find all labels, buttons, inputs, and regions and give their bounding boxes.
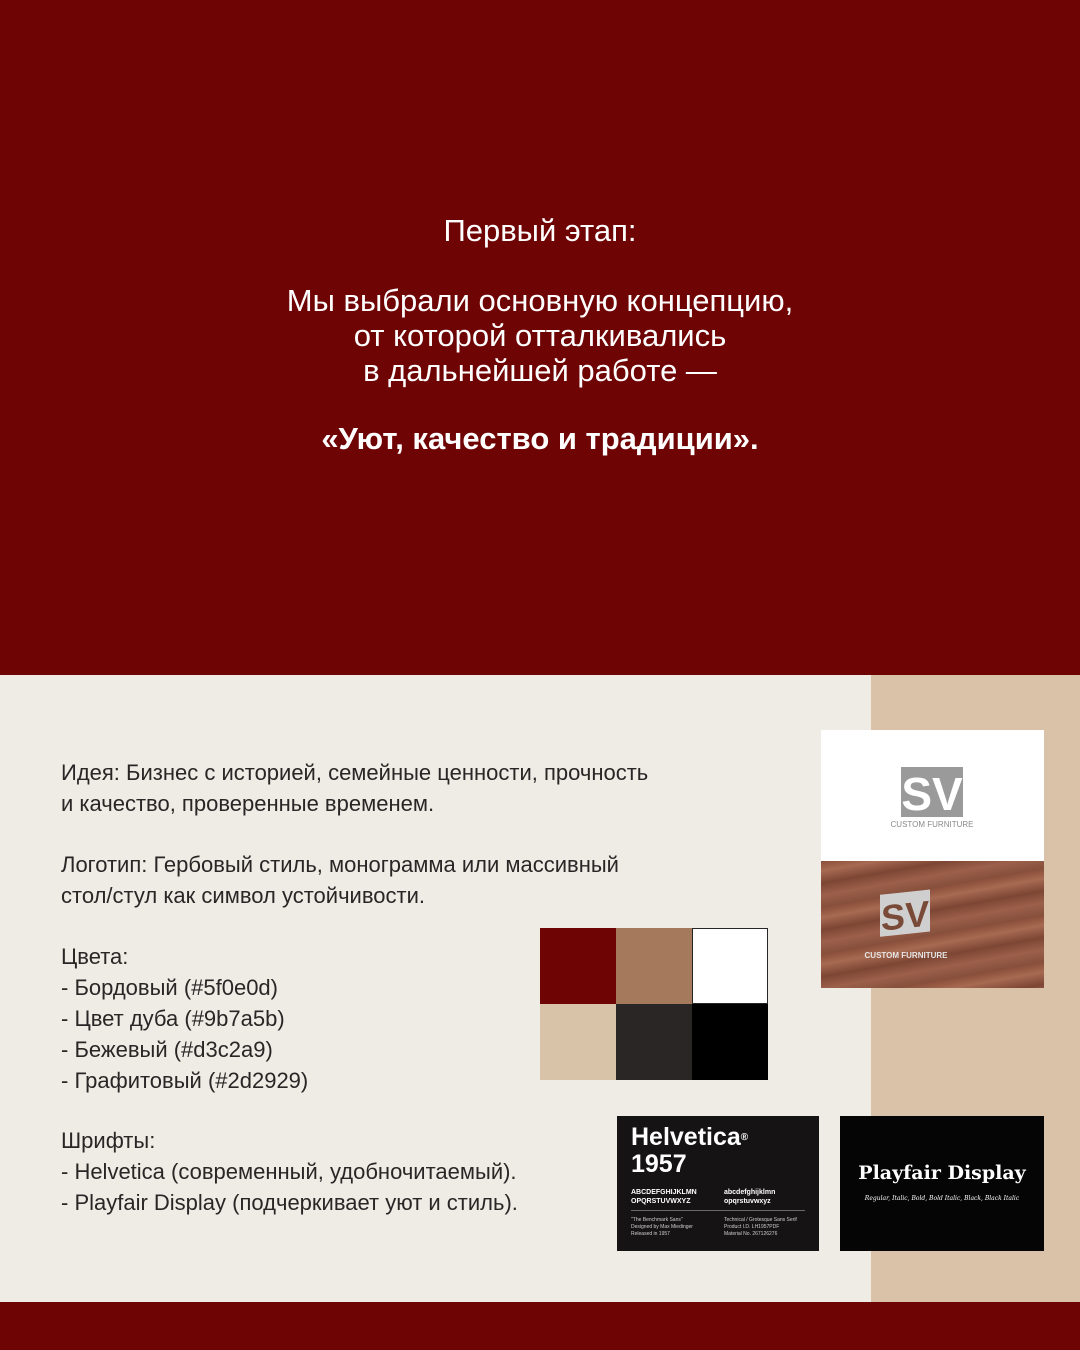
swatch-beige [540, 1004, 616, 1080]
lowercase-line: abcdefghijklmn [724, 1189, 776, 1196]
idea-line: и качество, проверенные временем. [61, 791, 435, 816]
sv-monogram-letters: SV [901, 768, 963, 820]
concept-line: от которой отталкивались [353, 318, 727, 353]
playfair-weights: Regular, Italic, Bold, Bold Italic, Black, Black Italic [864, 1195, 1020, 1202]
bottom-bar [0, 1302, 1080, 1350]
swatch-black [692, 1004, 768, 1080]
swatch-white [692, 928, 768, 1004]
font-item: - Playfair Display (подчеркивает уют и стиль). [61, 1190, 518, 1215]
concept-motto: «Уют, качество и традиции». [321, 421, 759, 456]
playfair-specimen-card [840, 1116, 1044, 1251]
sv-3d-sign-icon [821, 861, 1044, 988]
logo-text [61, 849, 619, 911]
helvetica-meta-right [724, 1217, 797, 1238]
fonts-heading: Шрифты: [61, 1128, 156, 1153]
helvetica-specimen-card [617, 1116, 819, 1251]
concept-line: в дальнейшей работе — [363, 353, 717, 388]
divider [631, 1210, 805, 1211]
color-palette [540, 928, 769, 1080]
sv-3d-letters: SV [880, 892, 930, 939]
swatch-oak [616, 928, 692, 1004]
helvetica-title [631, 1124, 748, 1178]
meta-line: Product I.D. LH1957PDF [724, 1224, 780, 1230]
uppercase-line: OPQRSTUVWXYZ [631, 1198, 691, 1205]
helvetica-uppercase [631, 1188, 697, 1206]
idea-text [61, 757, 648, 819]
meta-line: Technical / Grotesque Sans Serif [724, 1217, 797, 1223]
brand-details-section [0, 675, 1080, 1302]
logo-mockup-image [821, 730, 1044, 988]
swatch-burgundy [540, 928, 616, 1004]
colors-heading: Цвета: [61, 944, 129, 969]
swatch-graphite [616, 1004, 692, 1080]
helvetica-lowercase [724, 1188, 775, 1206]
font-item: - Helvetica (современный, удобночитаемый). [61, 1159, 517, 1184]
lowercase-line: opqrstuvwxyz [724, 1198, 771, 1205]
colors-text [61, 941, 308, 1096]
meta-line: Released in 1957 [631, 1231, 670, 1237]
fonts-text [61, 1125, 518, 1218]
meta-line: "The Benchmark Sans" [631, 1217, 683, 1223]
logo-line: Логотип: Гербовый стиль, монограмма или массивный [61, 852, 619, 877]
uppercase-line: ABCDEFGHIJKLMN [631, 1189, 697, 1196]
registered-mark: ® [740, 1132, 749, 1143]
logo-line: стол/стул как символ устойчивости. [61, 883, 425, 908]
meta-line: Material No. 267126276 [724, 1231, 778, 1237]
sv-3d-caption: CUSTOM FURNITURE [864, 951, 948, 960]
color-item: - Цвет дуба (#9b7a5b) [61, 1006, 285, 1031]
helvetica-year: 1957 [631, 1150, 687, 1178]
helvetica-title-line [631, 1124, 748, 1151]
logo-on-wood-wall [821, 861, 1044, 988]
color-item: - Бордовый (#5f0e0d) [61, 975, 278, 1000]
sv-monogram-icon [821, 730, 1044, 861]
idea-line: Идея: Бизнес с историей, семейные ценности, прочность [61, 760, 649, 785]
meta-line: Designed by Max Miedinger [631, 1224, 693, 1230]
helvetica-name: Helvetica [631, 1123, 741, 1151]
color-item: - Бежевый (#d3c2a9) [61, 1037, 273, 1062]
logo-on-white [821, 730, 1044, 861]
sv-caption: CUSTOM FURNITURE [890, 820, 974, 829]
concept-text [0, 283, 1080, 388]
color-item: - Графитовый (#2d2929) [61, 1068, 309, 1093]
concept-line: Мы выбрали основную концепцию, [286, 283, 794, 318]
stage-heading: Первый этап: [443, 213, 637, 248]
playfair-title: Playfair Display [858, 1162, 1026, 1184]
helvetica-meta-left [631, 1217, 693, 1238]
